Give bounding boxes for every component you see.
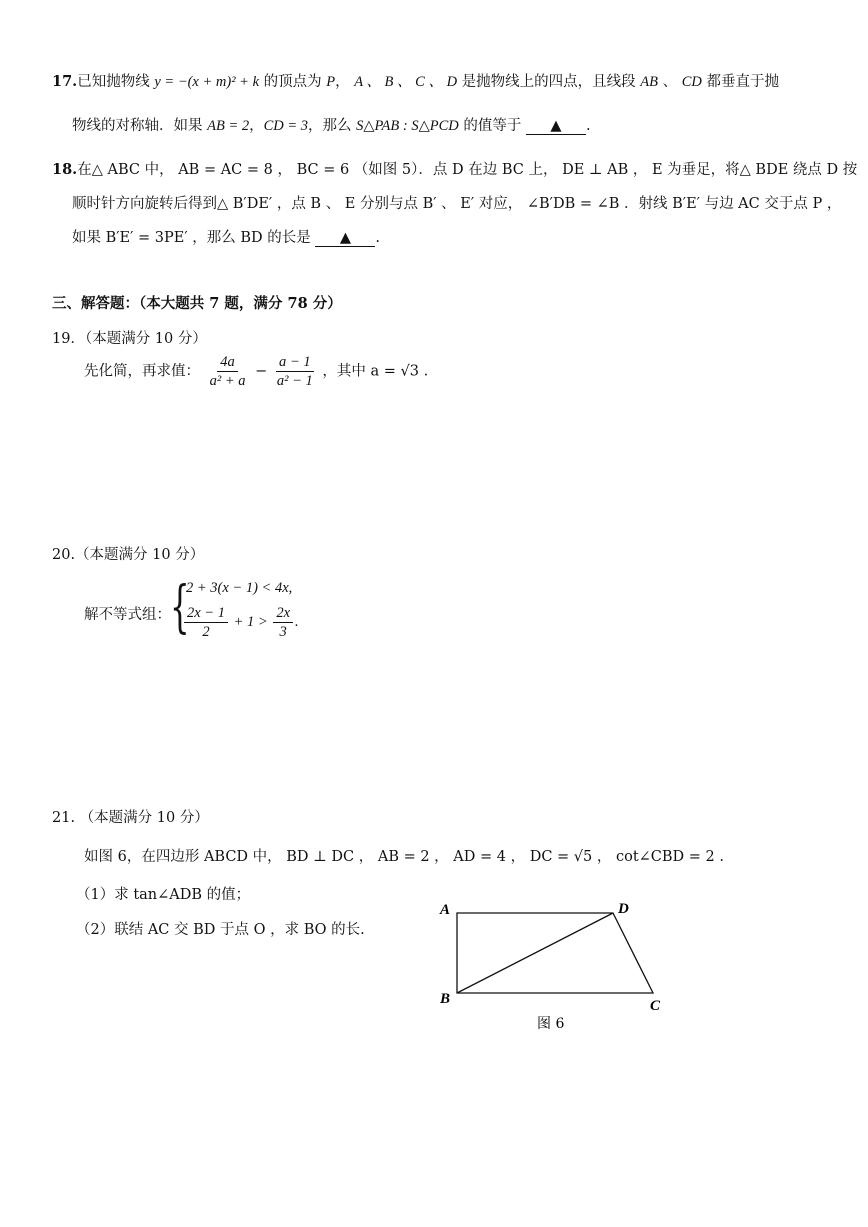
q17-line2 xyxy=(72,114,591,135)
q18-line2 xyxy=(72,192,841,213)
q20-fraction-2-denominator: 3 xyxy=(279,624,287,640)
q18-answer-blank[interactable]: ▲ xyxy=(315,230,375,247)
q20-period: . xyxy=(295,613,299,630)
q20-brace: { xyxy=(170,575,190,640)
q19-prompt: 先化简，再求值： xyxy=(84,363,200,380)
q17-number: 17. xyxy=(52,73,78,90)
q17-text: 都垂直于抛 xyxy=(706,74,779,90)
q19-fraction-1-numerator: 4a xyxy=(217,353,238,372)
q20-header: 20.（本题满分 10 分） xyxy=(52,547,205,563)
figure-caption: 图 6 xyxy=(537,1016,565,1032)
q17-comma: ， xyxy=(249,118,264,134)
diagonal-bd xyxy=(457,913,613,993)
q17-text: 的值等于 xyxy=(463,118,522,134)
q17-text: ，那么 xyxy=(308,118,352,134)
label-c: C xyxy=(650,998,661,1014)
q18-text: 顺时针方向旋转后得到△ B′DE′ ，点 B 、 E 分别与点 B′ 、 E′ 对应， ∠B′DB = ∠B ．射线 B′E′ 与边 AC 交于点 P ， xyxy=(72,196,842,212)
q17-point-p: P xyxy=(326,74,336,90)
q17-formula: y = −(x + m)² + k xyxy=(154,74,260,90)
q19-minus: − xyxy=(255,363,268,380)
q19-fraction-1 xyxy=(207,353,249,390)
q19-fraction-1-denominator: a² + a xyxy=(209,373,246,389)
q17-period: . xyxy=(585,118,591,134)
q17-text: 物线的对称轴．如果 xyxy=(72,118,203,134)
q19-fraction-2 xyxy=(274,353,316,390)
q20-fraction-2-numerator: 2x xyxy=(273,604,293,623)
q19-header: 19．（本题满分 10 分） xyxy=(52,331,207,347)
q20-middle: + 1 > xyxy=(233,613,268,630)
label-d: D xyxy=(618,901,629,917)
q17-segment-ab: AB xyxy=(640,74,658,90)
q21-statement: 如图 6，在四边形 ABCD 中， BD ⊥ DC ， AB = 2 ， AD = 4 ， DC = √5 ， cot∠CBD = 2 . xyxy=(84,849,724,865)
q19-tail: ，其中 a = √3 . xyxy=(322,363,429,380)
q20-fraction-2 xyxy=(273,604,293,641)
q19-expression xyxy=(84,353,428,390)
q17-condition-ab: AB = 2 xyxy=(207,118,250,134)
q17-line1: 17.已知抛物线 y = −(x + m)² + k 的顶点为 P， A 、 B 、 C 、 D 是抛物线上的四点，且线段 AB 、 CD 都垂直于抛 xyxy=(52,73,779,90)
q17-text: 是抛物线上的四点，且线段 xyxy=(461,74,636,90)
label-b: B xyxy=(440,991,451,1007)
q20-fraction-1-numerator: 2x − 1 xyxy=(184,604,228,623)
q17-text: 已知抛物线 xyxy=(77,74,150,90)
q17-separator: 、 xyxy=(662,74,678,90)
q17-answer-blank[interactable]: ▲ xyxy=(526,118,586,135)
q17-points: A 、 B 、 C 、 D xyxy=(354,74,458,90)
q21-header: 21. （本题满分 10 分） xyxy=(52,810,209,826)
q18-text: 在△ ABC 中， AB = AC = 8 ， BC = 6 （如图 5）．点 D 在边 BC 上， DE ⊥ AB ， E 为垂足，将△ BDE 绕点 D 按 xyxy=(77,162,858,178)
q19-fraction-2-numerator: a − 1 xyxy=(276,353,314,372)
q21-figure-6 xyxy=(430,896,680,1036)
q20-prompt: 解不等式组： xyxy=(84,607,171,623)
q20-fraction-1 xyxy=(184,604,228,641)
q17-segment-cd: CD xyxy=(681,74,702,90)
quadrilateral-abcd xyxy=(457,913,653,993)
q21-part-2: （2）联结 AC 交 BD 于点 O ，求 BO 的长. xyxy=(76,922,365,938)
q17-text: 的顶点为 xyxy=(263,74,322,90)
q20-fraction-1-denominator: 2 xyxy=(202,624,210,640)
q20-inequality-1: 2 + 3(x − 1) < 4x, xyxy=(186,580,293,596)
q18-line1 xyxy=(52,158,857,179)
q18-text: 如果 B′E′ = 3PE′ ，那么 BD 的长是 xyxy=(72,230,311,246)
q18-line3 xyxy=(72,226,380,247)
label-a: A xyxy=(440,902,451,918)
section-3-title: 三、解答题：（本大题共 7 题，满分 78 分） xyxy=(52,295,342,312)
q17-area-ratio: S△PAB : S△PCD xyxy=(356,118,459,134)
q17-condition-cd: CD = 3 xyxy=(263,118,309,134)
q18-number: 18. xyxy=(52,161,78,178)
q18-period: . xyxy=(375,230,380,246)
q19-fraction-2-denominator: a² − 1 xyxy=(276,373,313,389)
q21-part-1: （1）求 tan∠ADB 的值； xyxy=(76,887,251,903)
q20-inequality-2 xyxy=(182,604,299,641)
